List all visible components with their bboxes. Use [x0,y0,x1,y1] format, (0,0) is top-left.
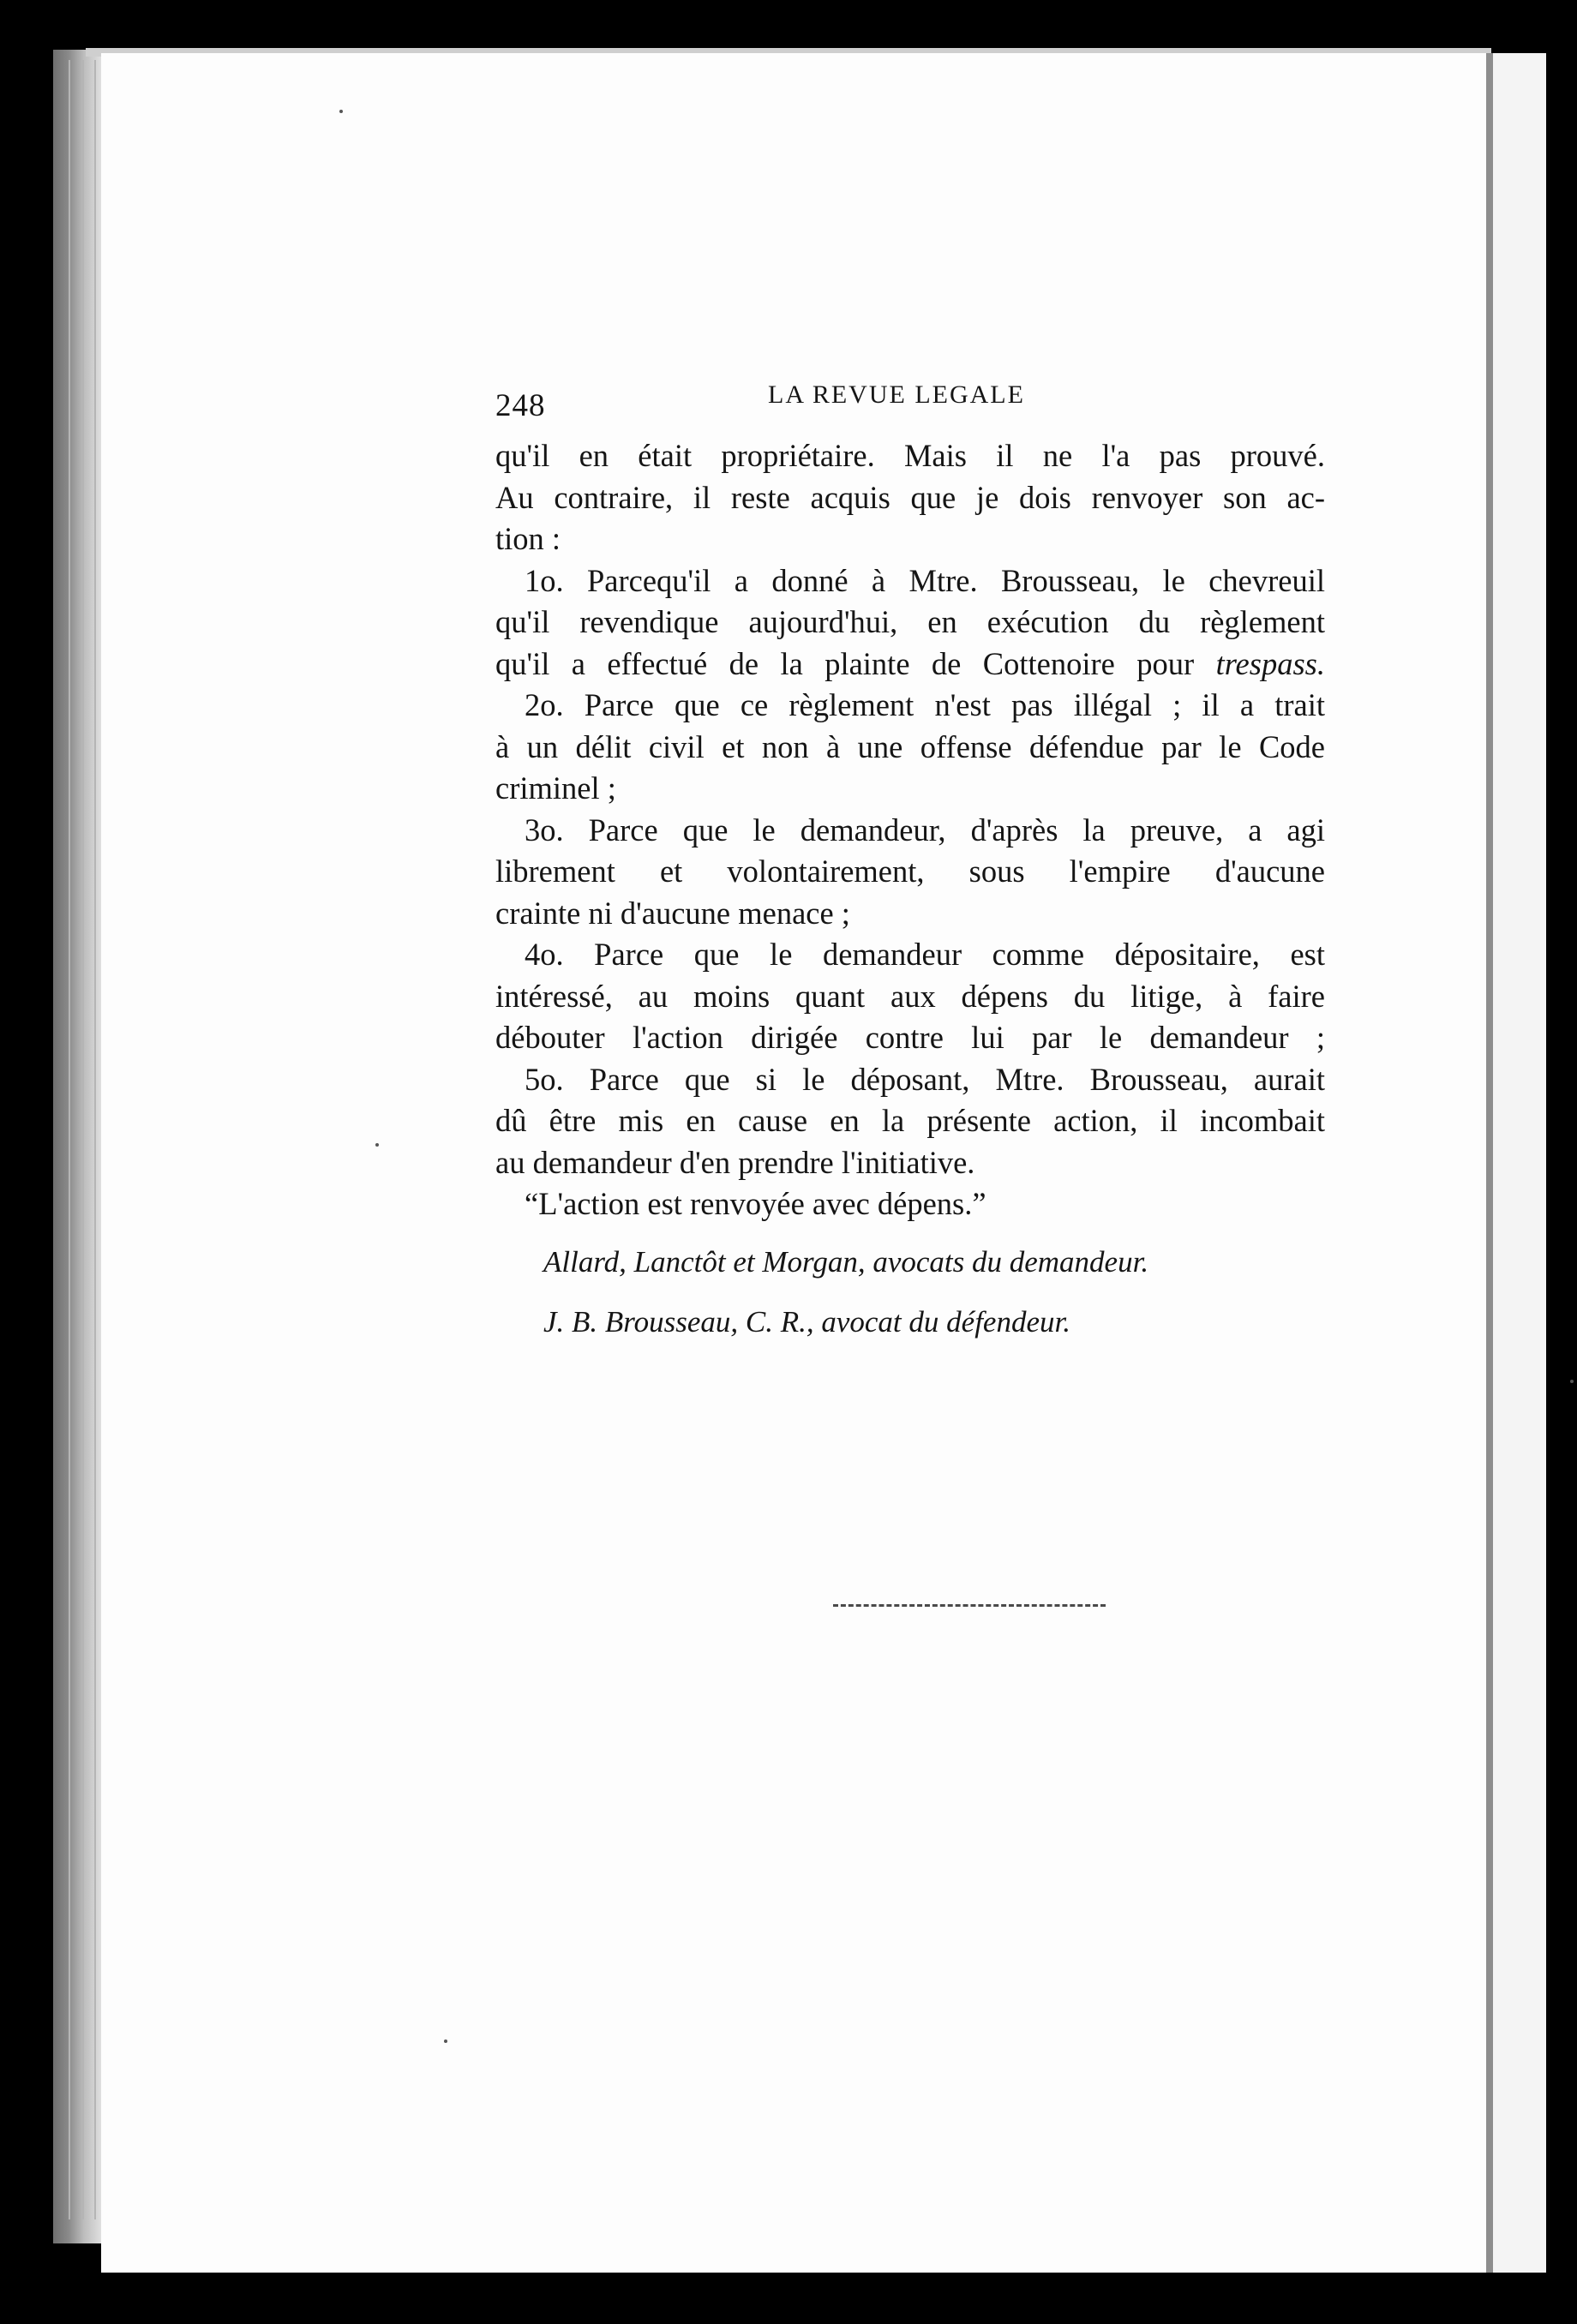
text-line: “L'action est renvoyée avec dépens.” [525,1186,986,1221]
section-end-rule [833,1604,1106,1607]
text-line: à un délit civil et non à une offense défendue par le Code [495,728,1325,764]
page-edge-line [69,60,70,2219]
defendant-counsel-signature: J. B. Brousseau, C. R., avocat du défendeur. [543,1304,1070,1339]
text-line: Au contraire, il reste acquis que je dois renvoyer son ac- [495,479,1325,515]
text-line: 5o. Parce que si le déposant, Mtre. Brousseau, aurait [525,1061,1325,1097]
scan-speck [444,2039,447,2043]
book-page-edges [53,50,105,2243]
text-line: criminel ; [495,770,616,806]
text-line: 1o. Parcequ'il a donné à Mtre. Brousseau, le chevreuil [525,562,1325,598]
page-number: 248 [495,388,546,423]
page-header [495,375,1325,435]
scan-speck [375,1143,379,1147]
scan-speck [339,110,343,113]
text-line: tion : [495,521,561,556]
text-line: débouter l'action dirigée contre lui par le demandeur ; [495,1020,1325,1055]
text-line: intéressé, au moins quant aux dépens du litige, à faire [495,978,1325,1014]
italic-term: trespass. [1215,645,1325,681]
text-line: librement et volontairement, sous l'empire d'aucune [495,854,1325,889]
text-line: qu'il revendique aujourd'hui, en exécution du règlement [495,604,1325,639]
text-line: qu'il en était propriétaire. Mais il ne l'a pas prouvé. [495,438,1325,473]
text-line: 4o. Parce que le demandeur comme dépositaire, est [525,937,1325,972]
gutter-shadow [1486,53,1493,2273]
facing-page-sliver [1493,53,1546,2273]
scan-speck [1570,1380,1574,1383]
text-line [495,644,1325,686]
page-text [495,375,1325,1342]
text-line: 2o. Parce que ce règlement n'est pas illégal ; il a trait [525,687,1325,722]
plaintiff-counsel-signature: Allard, Lanctôt et Morgan, avocats du demandeur. [543,1244,1149,1279]
text-line: au demandeur d'en prendre l'initiative. [495,1144,975,1180]
text-line: dû être mis en cause en la présente action, il incombait [495,1103,1325,1138]
text-line: 3o. Parce que le demandeur, d'après la preuve, a agi [525,812,1325,848]
text-line: crainte ni d'aucune menace ; [495,895,850,931]
text-line-segment: qu'il a effectué de la plainte de Cottenoire pour [495,645,1195,681]
running-head: LA REVUE LEGALE [768,380,1025,409]
page-edge-line [94,60,96,2219]
page-edge-line [82,60,84,2219]
